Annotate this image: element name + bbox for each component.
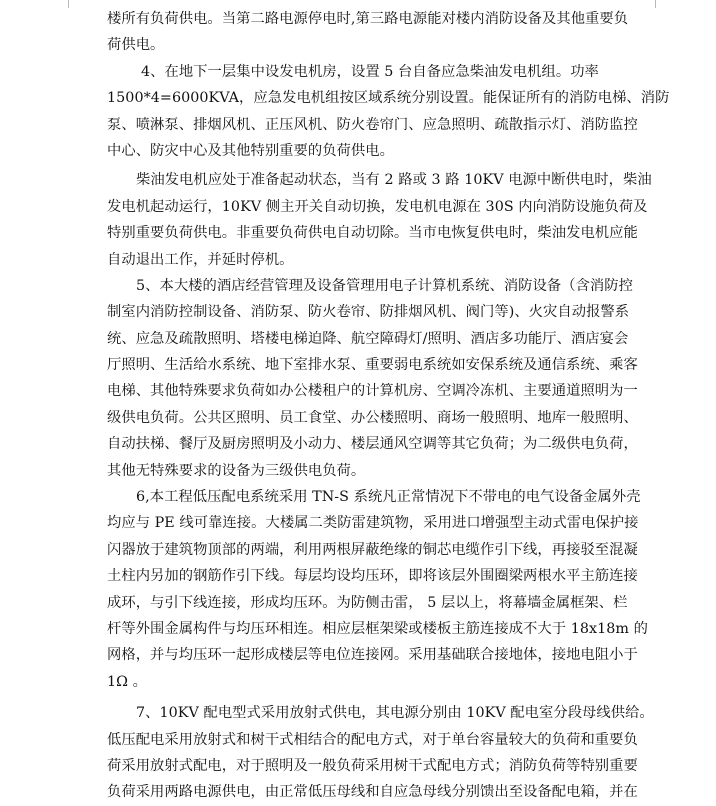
text-line: 7、10KV 配电型式采用放射式供电，其电源分别由 10KV 配电室分段母线供给。: [136, 705, 654, 722]
text-line: 低压配电采用放射式和树干式相结合的配电方式，对于单台容量较大的负荷和重要负: [107, 731, 638, 748]
text-line: 楼所有负荷供电。当第二路电源停电时,第三路电源能对楼内消防设备及其他重要负: [107, 11, 629, 27]
text-line: 负荷采用两路电源供电，由正常低压母线和自应急母线分别馈出至设备配电箱，并在: [107, 784, 638, 801]
text-line: 土柱内另加的钢筋作引下线。每层均设均压环，即将该层外围圈梁两根水平主筋连接: [107, 568, 638, 585]
crop-mark-top-left: [58, 0, 69, 8]
text-line: 电梯、其他特殊要求负荷如办公楼租户的计算机房、空调冷冻机、主要通道照明为一: [107, 383, 638, 400]
text-line: 4、在地下一层集中设发电机房，设置 5 台自备应急柴油发电机组。功率: [141, 63, 599, 80]
text-line: 制室内消防控制设备、消防泵、防火卷帘、防排烟风机、阀门等)、火灾自动报警系: [107, 304, 630, 321]
text-line: 中心、防灾中心及其他特别重要的负荷供电。: [107, 142, 394, 159]
text-line: 均应与 PE 线可靠连接。大楼属二类防雷建筑物，采用进口增强型主动式雷电保护接: [107, 515, 639, 532]
text-line: 厅照明、生活给水系统、地下室排水泵、重要弱电系统如安保系统及通信系统、乘客: [107, 357, 638, 374]
text-line: 统、应急及疏散照明、塔楼电梯迫降、航空障碍灯/照明、酒店多功能厅、酒店宴会: [107, 330, 629, 347]
text-line: 级供电负荷。公共区照明、员工食堂、办公楼照明、商场一般照明、地库一般照明、: [107, 409, 638, 426]
text-line: 自动扶梯、餐厅及厨房照明及小动力、楼层通风空调等其它负荷；为二级供电负荷，: [107, 436, 638, 453]
text-line: 闪器放于建筑物顶部的两端，利用两根屏蔽绝缘的铜芯电缆作引下线，再接驳至混凝: [107, 541, 638, 558]
text-line: 特别重要负荷供电。非重要负荷供电自动切除。当市电恢复供电时，柴油发电机应能: [107, 225, 638, 242]
text-line: 荷供电。: [107, 37, 165, 54]
text-line: 6,本工程低压配电系统采用 TN-S 系统凡正常情况下不带电的电气设备金属外壳: [136, 489, 641, 506]
paragraph-item-5: [107, 273, 638, 484]
paragraph-diesel-generator: [107, 167, 652, 273]
text-line: 柴油发电机应处于准备起动状态，当有 2 路或 3 路 10KV 电源中断供电时，柴油: [136, 172, 652, 189]
paragraph-item-6: [107, 484, 648, 695]
text-line: 杆等外围金属构件与均压环相连。相应层框架梁或楼板主筋连接成不大于 18x18m 的: [107, 620, 648, 637]
text-line: 泵、喷淋泵、排烟风机、正压风机、防火卷帘门、应急照明、疏散指示灯、消防监控: [107, 116, 638, 133]
crop-mark-top-right: [655, 0, 666, 8]
text-line: 1Ω 。: [107, 673, 147, 690]
text-line: 其他无特殊要求的设备为三级供电负荷。: [107, 462, 366, 479]
text-line: 自动退出工作，并延时停机。: [107, 251, 294, 268]
text-line: 荷采用放射式配电，对于照明及一般负荷采用树干式配电方式；消防负荷等特别重要: [107, 757, 638, 774]
document-body: [107, 6, 670, 806]
text-line: 5、本大楼的酒店经营管理及设备管理用电子计算机系统、消防设备（含消防控: [136, 277, 633, 294]
text-line: 成环，与引下线连接，形成均压环。为防侧击雷， 5 层以上，将幕墙金属框架、栏: [107, 594, 628, 611]
text-line: 1500*4=6000KVA，应急发电机组按区域系统分别设置。能保证所有的消防电梯、消防: [107, 90, 670, 107]
paragraph-power-supply-cont: [107, 6, 635, 59]
paragraph-item-7: [107, 700, 654, 806]
text-line: 网格，并与均压环一起形成楼层等电位连接网。采用基础联合接地体，接地电阻小于: [107, 647, 638, 664]
paragraph-item-4: [107, 59, 670, 165]
text-line: 发电机起动运行，10KV 侧主开关自动切换，发电机电源在 30S 内向消防设施负荷及: [107, 198, 648, 215]
